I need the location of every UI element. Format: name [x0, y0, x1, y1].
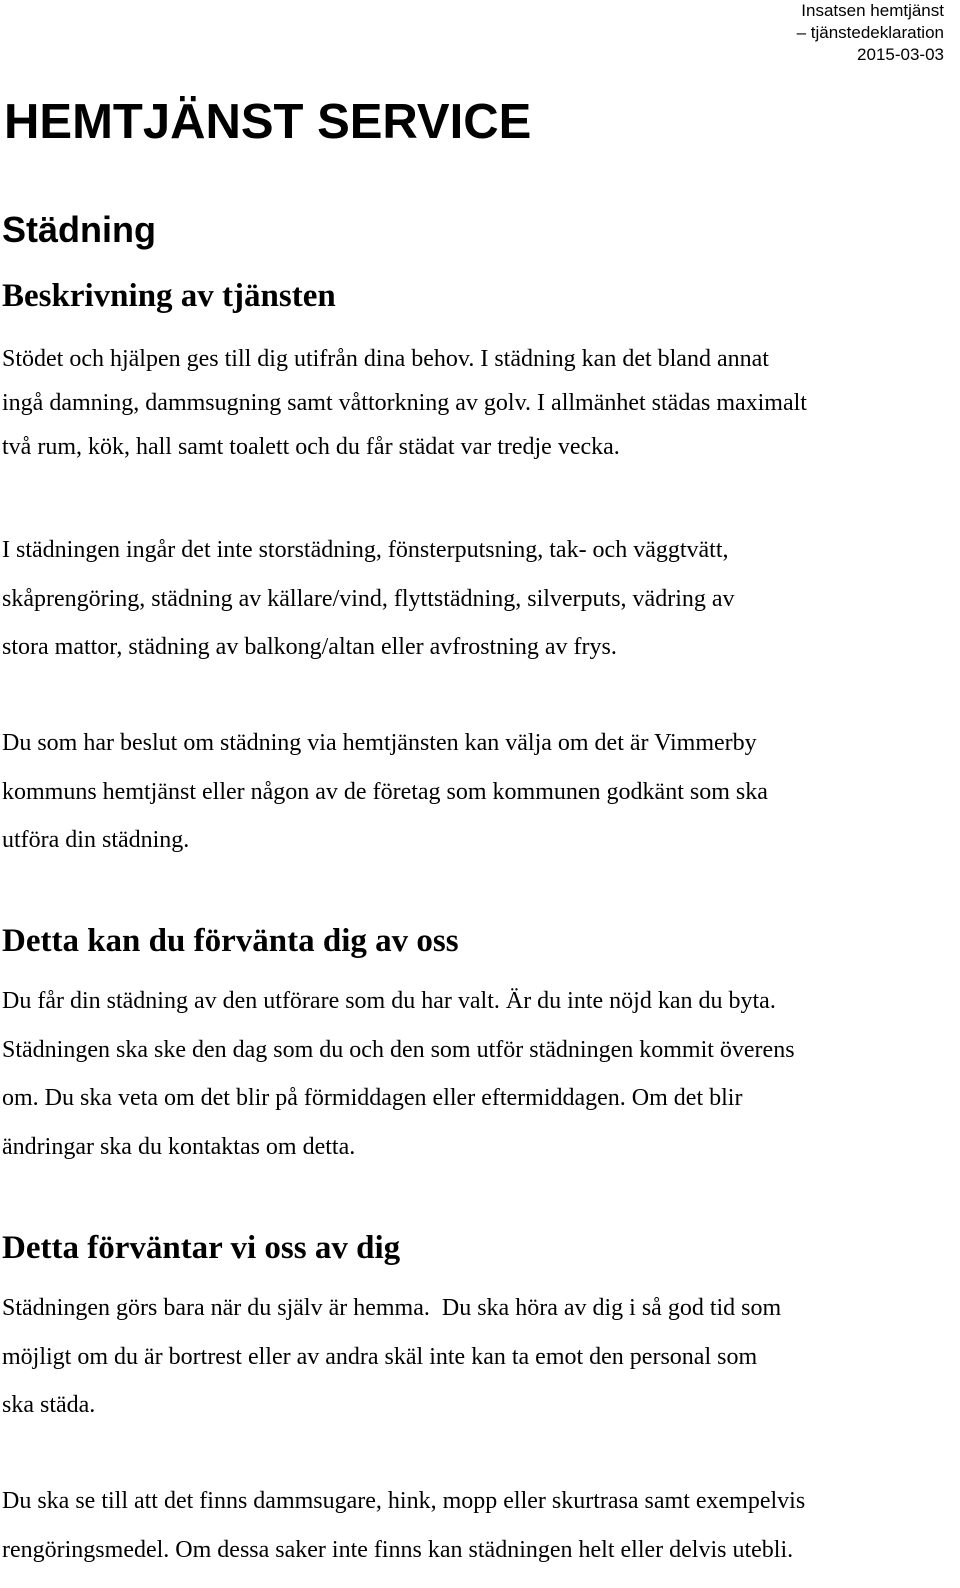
text-line: två rum, kök, hall samt toalett och du får städat var tredje vecka. — [2, 434, 620, 460]
text-line: utföra din städning. — [2, 827, 190, 853]
document-header — [797, 0, 944, 66]
text-line: Du får din städning av den utförare som du har valt. Är du inte nöjd kan du byta. — [2, 988, 776, 1014]
paragraph-forvantar-1 — [2, 1284, 946, 1430]
text-line: Städningen ska ske den dag som du och den som utför städningen kommit överens — [2, 1036, 795, 1063]
paragraph-forvantar-2 — [2, 1477, 946, 1574]
header-line-1: Insatsen hemtjänst — [801, 1, 944, 20]
text-line: rengöringsmedel. Om dessa saker inte finns kan städningen helt eller delvis utebli. — [2, 1536, 794, 1563]
paragraph-beskrivning-2 — [2, 526, 946, 672]
page-title: HEMTJÄNST SERVICE — [4, 95, 532, 149]
text-line: Du som har beslut om städning via hemtjänsten kan välja om det är Vimmerby — [2, 730, 757, 756]
text-line: stora mattor, städning av balkong/altan eller avfrostning av frys. — [2, 634, 617, 660]
header-line-2: – tjänstedeklaration — [796, 23, 944, 42]
text-line: om. Du ska veta om det blir på förmiddagen eller eftermiddagen. Om det blir — [2, 1085, 743, 1111]
paragraph-beskrivning-3 — [2, 719, 946, 865]
text-line: ändringar ska du kontaktas om detta. — [2, 1133, 356, 1160]
section-title: Städning — [2, 209, 156, 250]
text-line: I städningen ingår det inte storstädning, fönsterputsning, tak- och väggtvätt, — [2, 537, 729, 563]
text-line: skåprengöring, städning av källare/vind, flyttstädning, silverputs, vädring av — [2, 585, 735, 612]
text-line: ska städa. — [2, 1392, 96, 1418]
text-line: ingå damning, dammsugning samt våttorkning av golv. I allmänhet städas maximalt — [2, 390, 807, 416]
paragraph-forvanta — [2, 977, 946, 1171]
heading-forvanta: Detta kan du förvänta dig av oss — [2, 923, 459, 959]
text-line: möjligt om du är bortrest eller av andra skäl inte kan ta emot den personal som — [2, 1343, 758, 1370]
heading-beskrivning: Beskrivning av tjänsten — [2, 278, 336, 314]
heading-forvantar: Detta förväntar vi oss av dig — [2, 1230, 401, 1266]
text-line: Stödet och hjälpen ges till dig utifrån dina behov. I städning kan det bland annat — [2, 346, 769, 372]
header-date: 2015-03-03 — [857, 45, 944, 64]
text-line: Du ska se till att det finns dammsugare, hink, mopp eller skurtrasa samt exempelvis — [2, 1488, 806, 1514]
text-line: Städningen görs bara när du själv är hemma. Du ska höra av dig i så god tid som — [2, 1295, 782, 1321]
paragraph-beskrivning-1 — [2, 337, 946, 469]
text-line: kommuns hemtjänst eller någon av de företag som kommunen godkänt som ska — [2, 778, 768, 805]
